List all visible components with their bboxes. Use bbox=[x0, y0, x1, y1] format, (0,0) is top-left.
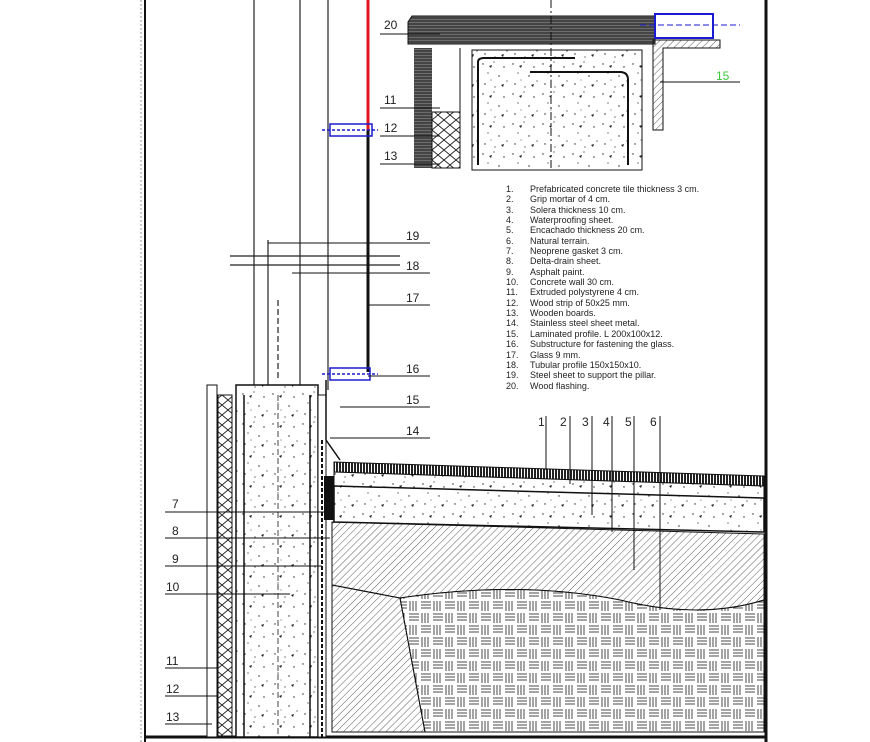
legend-number: 5. bbox=[506, 225, 514, 236]
legend-text: Concrete wall 30 cm. bbox=[530, 277, 615, 288]
legend-item bbox=[506, 246, 699, 256]
legend-item bbox=[506, 298, 699, 308]
legend-text: Encachado thickness 20 cm. bbox=[530, 225, 645, 236]
materials-legend bbox=[506, 184, 699, 391]
legend-item bbox=[506, 350, 699, 360]
concrete-wall bbox=[236, 385, 318, 737]
legend-item bbox=[506, 381, 699, 391]
legend-text: Neoprene gasket 3 cm. bbox=[530, 246, 624, 257]
legend-number: 8. bbox=[506, 256, 514, 267]
legend-number: 14. bbox=[506, 318, 519, 329]
callout-15-top: 15 bbox=[716, 69, 730, 83]
callout-4: 4 bbox=[603, 415, 610, 429]
legend-number: 12. bbox=[506, 297, 519, 308]
callout-15: 15 bbox=[406, 393, 420, 407]
legend-number: 15. bbox=[506, 328, 519, 339]
legend-text: Natural terrain. bbox=[530, 235, 590, 246]
callout-3: 3 bbox=[582, 415, 589, 429]
callout-1: 1 bbox=[538, 415, 545, 429]
top-concrete-beam bbox=[472, 50, 642, 170]
legend-number: 11. bbox=[506, 287, 518, 298]
legend-item bbox=[506, 370, 699, 380]
legend-item bbox=[506, 360, 699, 370]
callout-12-top: 12 bbox=[384, 121, 398, 135]
legend-text: Wood flashing. bbox=[530, 380, 590, 391]
callout-16: 16 bbox=[406, 362, 420, 376]
legend-number: 4. bbox=[506, 215, 514, 226]
callout-13: 13 bbox=[166, 710, 180, 724]
callout-10: 10 bbox=[166, 580, 180, 594]
callout-2: 2 bbox=[560, 415, 567, 429]
legend-text: Stainless steel sheet metal. bbox=[530, 318, 640, 329]
legend-text: Steel sheet to support the pillar. bbox=[530, 370, 657, 381]
legend-text: Laminated profile. L 200x100x12. bbox=[530, 328, 663, 339]
legend-text: Waterproofing sheet. bbox=[530, 215, 614, 226]
callout-19: 19 bbox=[406, 229, 420, 243]
callout-18: 18 bbox=[406, 259, 420, 273]
legend-item bbox=[506, 308, 699, 318]
legend-number: 10. bbox=[506, 277, 519, 288]
legend-number: 6. bbox=[506, 235, 514, 246]
callout-7: 7 bbox=[172, 497, 179, 511]
legend-text: Solera thickness 10 cm. bbox=[530, 204, 626, 215]
callout-9: 9 bbox=[172, 552, 179, 566]
wooden-boards bbox=[207, 385, 217, 737]
legend-number: 9. bbox=[506, 266, 514, 277]
legend-item bbox=[506, 256, 699, 266]
legend-text: Extruded polystyrene 4 cm. bbox=[530, 287, 640, 298]
legend-number: 3. bbox=[506, 204, 514, 215]
glass-fastener-bottom bbox=[322, 368, 378, 380]
legend-item bbox=[506, 236, 699, 246]
legend-item bbox=[506, 184, 699, 194]
callout-17: 17 bbox=[406, 291, 420, 305]
legend-item bbox=[506, 194, 699, 204]
legend-number: 20. bbox=[506, 380, 519, 391]
legend-item bbox=[506, 277, 699, 287]
legend-number: 19. bbox=[506, 370, 519, 381]
legend-number: 1. bbox=[506, 184, 514, 194]
callout-12: 12 bbox=[166, 682, 180, 696]
legend-number: 17. bbox=[506, 349, 519, 360]
legend-text: Wood strip of 50x25 mm. bbox=[530, 297, 630, 308]
legend-item bbox=[506, 329, 699, 339]
natural-terrain bbox=[400, 589, 764, 732]
legend-text: Wooden boards. bbox=[530, 308, 596, 319]
neoprene-gasket bbox=[324, 476, 334, 520]
legend-text: Grip mortar of 4 cm. bbox=[530, 194, 611, 205]
legend-number: 7. bbox=[506, 246, 514, 257]
legend-item bbox=[506, 287, 699, 297]
callout-6: 6 bbox=[650, 415, 657, 429]
legend-text: Prefabricated concrete tile thickness 3 cm. bbox=[530, 184, 700, 194]
callout-14: 14 bbox=[406, 424, 420, 438]
pillar-lines bbox=[230, 0, 400, 390]
legend-text: Substructure for fastening the glass. bbox=[530, 339, 675, 350]
legend-number: 18. bbox=[506, 359, 519, 370]
legend-item bbox=[506, 267, 699, 277]
callout-20: 20 bbox=[384, 18, 398, 32]
callout-13-top: 13 bbox=[384, 149, 398, 163]
legend-item bbox=[506, 215, 699, 225]
legend-number: 2. bbox=[506, 194, 514, 205]
legend-item bbox=[506, 225, 699, 235]
legend-text: Delta-drain sheet. bbox=[530, 256, 602, 267]
legend-item bbox=[506, 318, 699, 328]
wood-flashing bbox=[408, 16, 655, 44]
legend-number: 16. bbox=[506, 339, 519, 350]
legend-text: Asphalt paint. bbox=[530, 266, 585, 277]
callout-11-top: 11 bbox=[384, 93, 397, 107]
legend-text: Tubular profile 150x150x10. bbox=[530, 359, 642, 370]
callout-8: 8 bbox=[172, 524, 179, 538]
legend-item bbox=[506, 339, 699, 349]
legend-text: Glass 9 mm. bbox=[530, 349, 581, 360]
legend-number: 13. bbox=[506, 308, 519, 319]
steel-sheet-metal bbox=[326, 380, 340, 460]
callout-11: 11 bbox=[166, 654, 179, 668]
legend-item bbox=[506, 205, 699, 215]
glass-fastener-top bbox=[322, 124, 378, 136]
callout-5: 5 bbox=[625, 415, 632, 429]
